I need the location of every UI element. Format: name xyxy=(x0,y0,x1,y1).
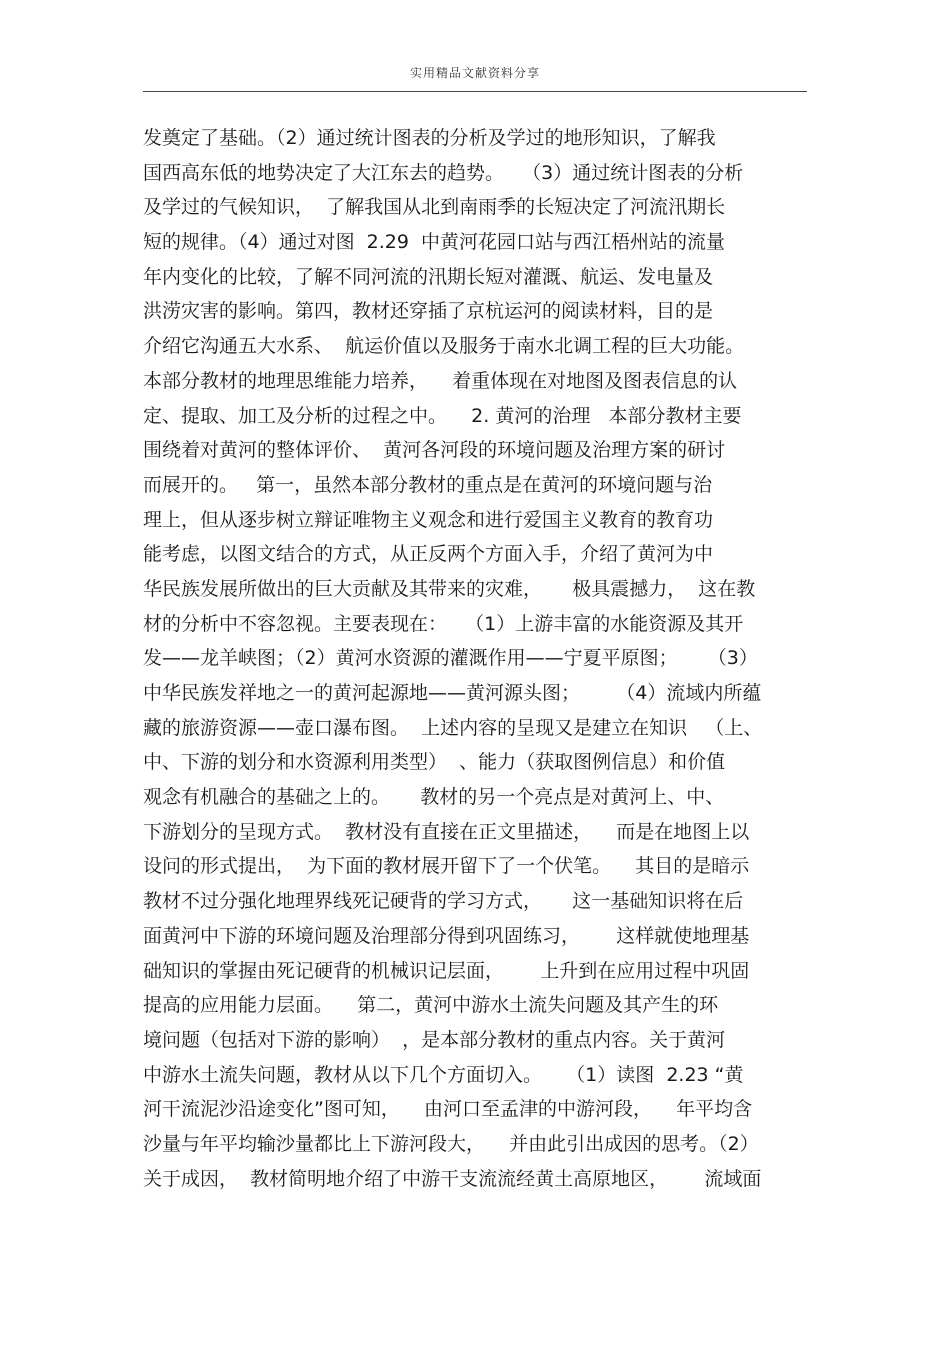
text-line: 年内变化的比较，了解不同河流的汛期长短对灌溉、航运、发电量及 xyxy=(143,265,714,288)
text-line: 境问题（包括对下游的影响） ，是本部分教材的重点内容。关于黄河 xyxy=(143,1028,726,1051)
text-line: 教材不过分强化地理界线死记硬背的学习方式， 这一基础知识将在后 xyxy=(143,890,744,913)
text-line: 中游水土流失问题，教材从以下几个方面切入。 （1）读图 2.23 “黄 xyxy=(143,1063,744,1086)
text-line: 及学过的气候知识， 了解我国从北到南雨季的长短决定了河流汛期长 xyxy=(143,196,726,219)
text-line: 能考虑，以图文结合的方式，从正反两个方面入手，介绍了黄河为中 xyxy=(143,543,714,566)
text-line: 面黄河中下游的环境问题及治理部分得到巩固练习， 这样就使地理基 xyxy=(143,924,750,947)
text-line: 河干流泥沙沿途变化”图可知， 由河口至孟津的中游河段， 年平均含 xyxy=(143,1098,753,1121)
text-line: 发奠定了基础。（2）通过统计图表的分析及学过的地形知识，了解我 xyxy=(143,127,716,149)
text-line: 下游划分的呈现方式。 教材没有直接在正文里描述， 而是在地图上以 xyxy=(143,820,750,843)
text-line: 设问的形式提出， 为下面的教材展开留下了一个伏笔。 其目的是暗示 xyxy=(143,855,750,878)
text-line: 础知识的掌握由死记硬背的机械识记层面， 上升到在应用过程中巩固 xyxy=(143,959,750,982)
text-line: 而展开的。 第一，虽然本部分教材的重点是在黄河的环境问题与治 xyxy=(143,473,713,496)
header-divider xyxy=(143,91,807,92)
text-line: 沙量与年平均输沙量都比上下游河段大， 并由此引出成因的思考。（2） xyxy=(143,1132,759,1155)
text-line: 介绍它沟通五大水系、 航运价值以及服务于南水北调工程的巨大功能。 xyxy=(143,335,745,358)
text-line: 短的规律。（4）通过对图 2.29 中黄河花园口站与西江梧州站的流量 xyxy=(143,231,726,254)
text-line: 国西高东低的地势决定了大江东去的趋势。 （3）通过统计图表的分析 xyxy=(143,161,744,184)
text-line: 发——龙羊峡图；（2）黄河水资源的灌溉作用——宁夏平原图； （3） xyxy=(143,647,758,670)
text-line: 藏的旅游资源——壶口瀑布图。 上述内容的呈现又是建立在知识 （上、 xyxy=(143,716,763,739)
text-line: 中、下游的划分和水资源利用类型） 、能力（获取图例信息）和价值 xyxy=(143,751,726,774)
text-line: 提高的应用能力层面。 第二，黄河中游水土流失问题及其产生的环 xyxy=(143,994,719,1017)
text-line: 中华民族发祥地之一的黄河起源地——黄河源头图； （4）流域内所蕴 xyxy=(143,682,762,704)
body-text xyxy=(143,121,813,1196)
text-line: 华民族发展所做出的巨大贡献及其带来的灾难， 极具震撼力， 这在教 xyxy=(143,577,756,600)
text-line: 关于成因， 教材简明地介绍了中游干支流流经黄土高原地区， 流域面 xyxy=(143,1167,762,1190)
text-line: 围绕着对黄河的整体评价、 黄河各河段的环境问题及治理方案的研讨 xyxy=(143,439,726,462)
text-line: 本部分教材的地理思维能力培养， 着重体现在对地图及图表信息的认 xyxy=(143,369,738,392)
text-line: 定、提取、加工及分析的过程之中。 2. 黄河的治理 本部分教材主要 xyxy=(143,404,742,427)
text-line: 材的分析中不容忽视。主要表现在： （1）上游丰富的水能资源及其开 xyxy=(143,612,744,635)
text-line: 观念有机融合的基础之上的。 教材的另一个亮点是对黄河上、中、 xyxy=(143,786,725,809)
text-line: 理上，但从逐步树立辩证唯物主义观念和进行爱国主义教育的教育功 xyxy=(143,508,714,531)
page-header: 实用精品文献资料分享 xyxy=(409,66,540,80)
text-line: 洪涝灾害的影响。第四，教材还穿插了京杭运河的阅读材料，目的是 xyxy=(143,300,714,323)
